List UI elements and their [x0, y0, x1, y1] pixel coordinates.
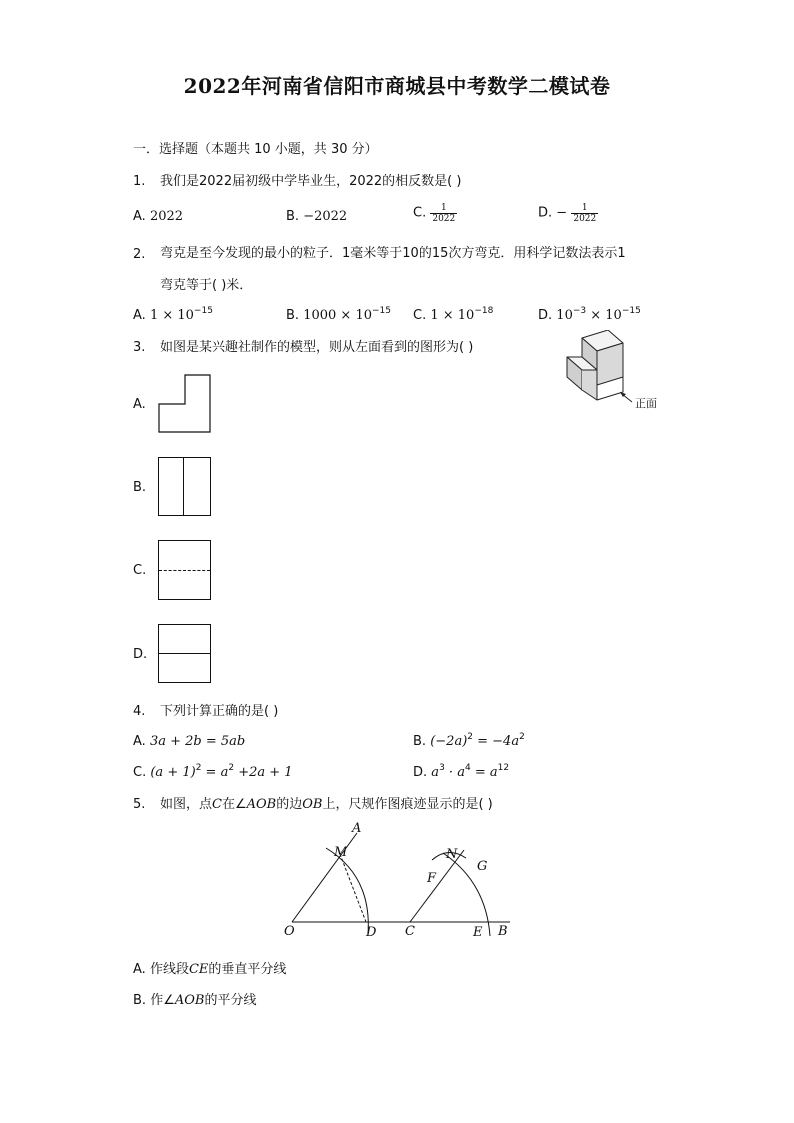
label-c: C	[405, 924, 415, 939]
exponent: 2	[195, 763, 202, 773]
q2-option-d[interactable]	[538, 308, 641, 324]
q2-stem-line1: 弯克是至今发现的最小的粒子．1毫米等于10的15次方弯克．用科学记数法表示1	[160, 246, 626, 261]
q2-option-a[interactable]	[133, 308, 213, 324]
compass-construction-figure	[280, 818, 520, 946]
front-label: 正面	[635, 397, 657, 410]
q3-stem: 如图是某兴趣社制作的模型，则从左面看到的图形为( )	[160, 340, 474, 355]
segment-name: CE	[188, 962, 209, 977]
option-label: D.	[538, 205, 553, 221]
q3-option-c-label[interactable]: C.	[133, 563, 147, 578]
q5-stem	[160, 797, 493, 813]
option-label: C.	[413, 308, 427, 323]
angle-name: AOB	[246, 797, 277, 812]
label-a: A	[352, 821, 362, 836]
option-text: = a	[201, 765, 229, 780]
q3-option-d-figure[interactable]	[158, 624, 211, 683]
q5-number: 5.	[133, 797, 146, 812]
exponent: 3	[439, 763, 445, 773]
exponent: −3	[572, 306, 587, 316]
option-label: C.	[133, 765, 147, 780]
option-text: = −4a	[473, 734, 520, 749]
option-label: D.	[538, 308, 553, 323]
dashed-md	[340, 854, 366, 922]
q1-number: 1.	[133, 174, 146, 189]
label-m: M	[334, 845, 348, 860]
q3-option-d-label[interactable]: D.	[133, 647, 148, 662]
label-d: D	[366, 925, 377, 940]
q1-option-a[interactable]	[133, 209, 183, 225]
option-text: 2022	[149, 209, 184, 224]
option-text: 3a + 2b = 5ab	[149, 734, 246, 749]
point-name: C	[212, 797, 222, 812]
q3-option-b-label[interactable]: B.	[133, 480, 147, 495]
label-b: B	[498, 924, 508, 939]
option-label: B.	[133, 993, 147, 1008]
option-label: A.	[133, 734, 146, 749]
angle-name: AOB	[174, 993, 205, 1008]
label-n: N	[446, 847, 458, 862]
label-e: E	[473, 925, 483, 940]
option-text: 10	[556, 308, 573, 323]
q4-option-d[interactable]	[413, 765, 509, 781]
q3-number: 3.	[133, 340, 146, 355]
label-o: O	[284, 924, 295, 939]
q4-option-a[interactable]	[133, 734, 245, 750]
exponent: 2	[467, 732, 473, 742]
exponent: −15	[193, 306, 213, 316]
arc-md	[326, 848, 368, 934]
option-text: (−2a)	[430, 734, 468, 749]
q4-option-b[interactable]	[413, 734, 525, 750]
q2-number: 2.	[133, 247, 146, 262]
option-text: 作线段	[149, 962, 189, 977]
exponent: −18	[474, 306, 494, 316]
q1-option-d[interactable]	[538, 203, 598, 224]
q1-option-c[interactable]	[413, 203, 457, 224]
stem-text: 如图，点	[160, 797, 213, 812]
divider-line	[183, 458, 184, 515]
option-label: D.	[413, 765, 428, 780]
q4-number: 4.	[133, 704, 146, 719]
option-text: 1000 × 10	[303, 308, 372, 323]
exponent: −15	[372, 306, 391, 316]
segment-name: OB	[302, 797, 323, 812]
q1-option-b[interactable]	[286, 209, 347, 225]
option-text: 1 × 10	[149, 308, 194, 323]
q1-stem: 我们是2022届初级中学毕业生，2022的相反数是( )	[160, 174, 462, 189]
fraction-denominator: 2022	[432, 214, 456, 224]
divider-line	[159, 653, 210, 654]
q5-option-a[interactable]	[133, 962, 286, 978]
option-text: a	[431, 765, 440, 780]
q2-stem-line2: 弯克等于( )米．	[160, 278, 253, 293]
stem-text: 在∠	[221, 797, 247, 812]
exponent: 12	[497, 763, 510, 773]
minus-sign: −	[556, 205, 568, 221]
option-text: · a	[444, 765, 465, 780]
option-label: B.	[286, 308, 300, 323]
fraction-numerator: 1	[440, 203, 447, 213]
option-text: 1 × 10	[430, 308, 475, 323]
option-text: = a	[470, 765, 498, 780]
fraction-numerator: 1	[581, 203, 588, 213]
option-label: A.	[133, 308, 146, 323]
stem-text: 上，尺规作图痕迹显示的是( )	[322, 797, 493, 812]
q5-option-b[interactable]	[133, 993, 256, 1009]
q2-option-b[interactable]	[286, 308, 391, 324]
exponent: −15	[621, 306, 641, 316]
option-text: 作∠	[150, 993, 175, 1008]
option-text: 的平分线	[204, 993, 257, 1008]
option-label: B.	[286, 209, 300, 224]
page-title: 2022年河南省信阳市商城县中考数学二模试卷	[183, 74, 611, 98]
q3-option-a-figure[interactable]	[158, 374, 212, 434]
fraction	[430, 203, 457, 224]
exponent: 2	[519, 732, 525, 742]
option-text: −2022	[303, 209, 348, 224]
option-label: A.	[133, 962, 146, 977]
stem-text: 的边	[276, 797, 303, 812]
option-text: (a + 1)	[150, 765, 196, 780]
exponent: 2	[228, 763, 235, 773]
q3-option-a-label[interactable]: A.	[133, 397, 146, 412]
option-text: × 10	[586, 308, 622, 323]
option-text: +2a + 1	[234, 765, 293, 780]
label-g: G	[477, 859, 488, 874]
q3-option-c-figure[interactable]	[158, 540, 211, 600]
section-heading: 一．选择题（本题共 10 小题，共 30 分）	[133, 142, 378, 157]
exponent: 4	[464, 763, 471, 773]
q4-stem: 下列计算正确的是( )	[160, 704, 279, 719]
q4-option-c[interactable]	[133, 765, 293, 781]
q2-option-c[interactable]	[413, 308, 493, 324]
option-label: A.	[133, 209, 146, 224]
q3-option-b-figure[interactable]	[158, 457, 211, 516]
option-label: C.	[413, 205, 427, 221]
option-label: B.	[413, 734, 427, 749]
fraction-denominator: 2022	[573, 214, 597, 224]
option-text: 的垂直平分线	[208, 962, 287, 977]
fraction	[571, 203, 598, 224]
dashed-line	[159, 570, 210, 571]
label-f: F	[427, 871, 437, 886]
